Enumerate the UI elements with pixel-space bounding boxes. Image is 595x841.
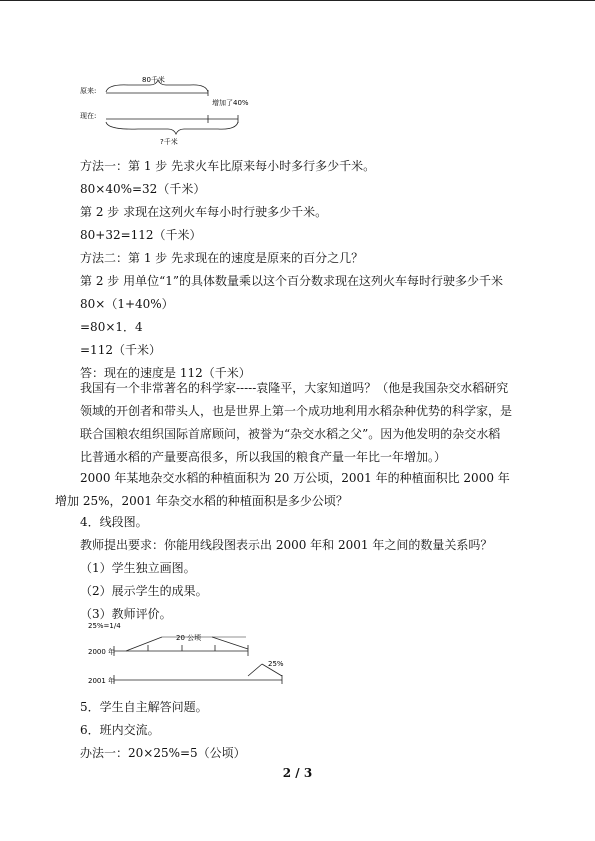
- method1-step2: 第 2 步 求现在这列火车每小时行驶多少千米。: [80, 205, 328, 219]
- label-20-hectares: 20 公顷: [176, 634, 202, 642]
- method2-step2: 第 2 步 用单位“1”的具体数量乘以这个百分数求现在这列火车每时行驶多少千米: [80, 274, 503, 288]
- sub-item-1: （1）学生独立画图。: [80, 561, 196, 575]
- sub-item-3: （3）教师评价。: [80, 607, 172, 621]
- label-original: 原来:: [80, 87, 97, 95]
- teacher-request: 教师提出要求：你能用线段图表示出 2000 年和 2001 年之间的数量关系吗？: [80, 538, 493, 552]
- label-extra: 增加了40%: [212, 99, 249, 107]
- label-question: ?千米: [160, 138, 178, 146]
- paragraph-text: 我国有一个非常著名的科学家-----袁隆平，大家知道吗？（他是我国杂交水稻研究领域的开创者和带头人，也是世界上第一个成功地利用水稻杂种优势的科学家，是联合国粮农组织国际首席顾问，被誉为“杂交水稻之父”。因为他发明的杂交水稻比普通水稻的产量要高很多，所以我国的粮食产量一年比一年增加。）: [80, 381, 513, 464]
- sub-item-2: （2）展示学生的成果。: [80, 584, 208, 598]
- paragraph-yuan-longping: [80, 377, 512, 469]
- top-rule: [0, 0, 595, 1]
- label-2000: 2000 年: [88, 648, 116, 656]
- method2-calc2: =80×1．4: [80, 320, 143, 334]
- line-segment-diagram-rice: [88, 620, 298, 686]
- method2-calc3: =112（千米）: [80, 343, 161, 357]
- method1-calc2: 80+32=112（千米）: [80, 228, 202, 242]
- method-one-calc: 办法一：20×25%=5（公顷）: [80, 746, 246, 760]
- problem-text: 2000 年某地杂交水稻的种植面积为 20 万公顷，2001 年的种植面积比 2000 年增加 25%，2001 年杂交水稻的种植面积是多少公顷？: [55, 471, 510, 508]
- item-6: 6．班内交流。: [80, 723, 160, 737]
- line-segment-diagram-train: [78, 74, 278, 146]
- method1-calc1: 80×40%=32（千米）: [80, 182, 206, 196]
- item-4: 4．线段图。: [80, 515, 148, 529]
- label-25-percent: 25%: [268, 660, 284, 668]
- method2-calc1: 80×（1+40%）: [80, 297, 174, 311]
- item-5: 5．学生自主解答问题。: [80, 700, 208, 714]
- page-number: 2 / 3: [282, 766, 313, 780]
- label-total: 80千米: [142, 76, 165, 84]
- label-fraction: 25%=1/4: [88, 622, 121, 630]
- paragraph-problem: [55, 467, 512, 513]
- answer-line: 答：现在的速度是 112（千米）: [80, 366, 251, 380]
- method2-step1: 方法二：第 1 步 先求现在的速度是原来的百分之几？: [80, 251, 364, 265]
- label-2001: 2001 年: [88, 677, 116, 685]
- method1-step1: 方法一：第 1 步 先求火车比原来每小时多行多少千米。: [80, 159, 376, 173]
- label-now: 现在:: [80, 112, 97, 120]
